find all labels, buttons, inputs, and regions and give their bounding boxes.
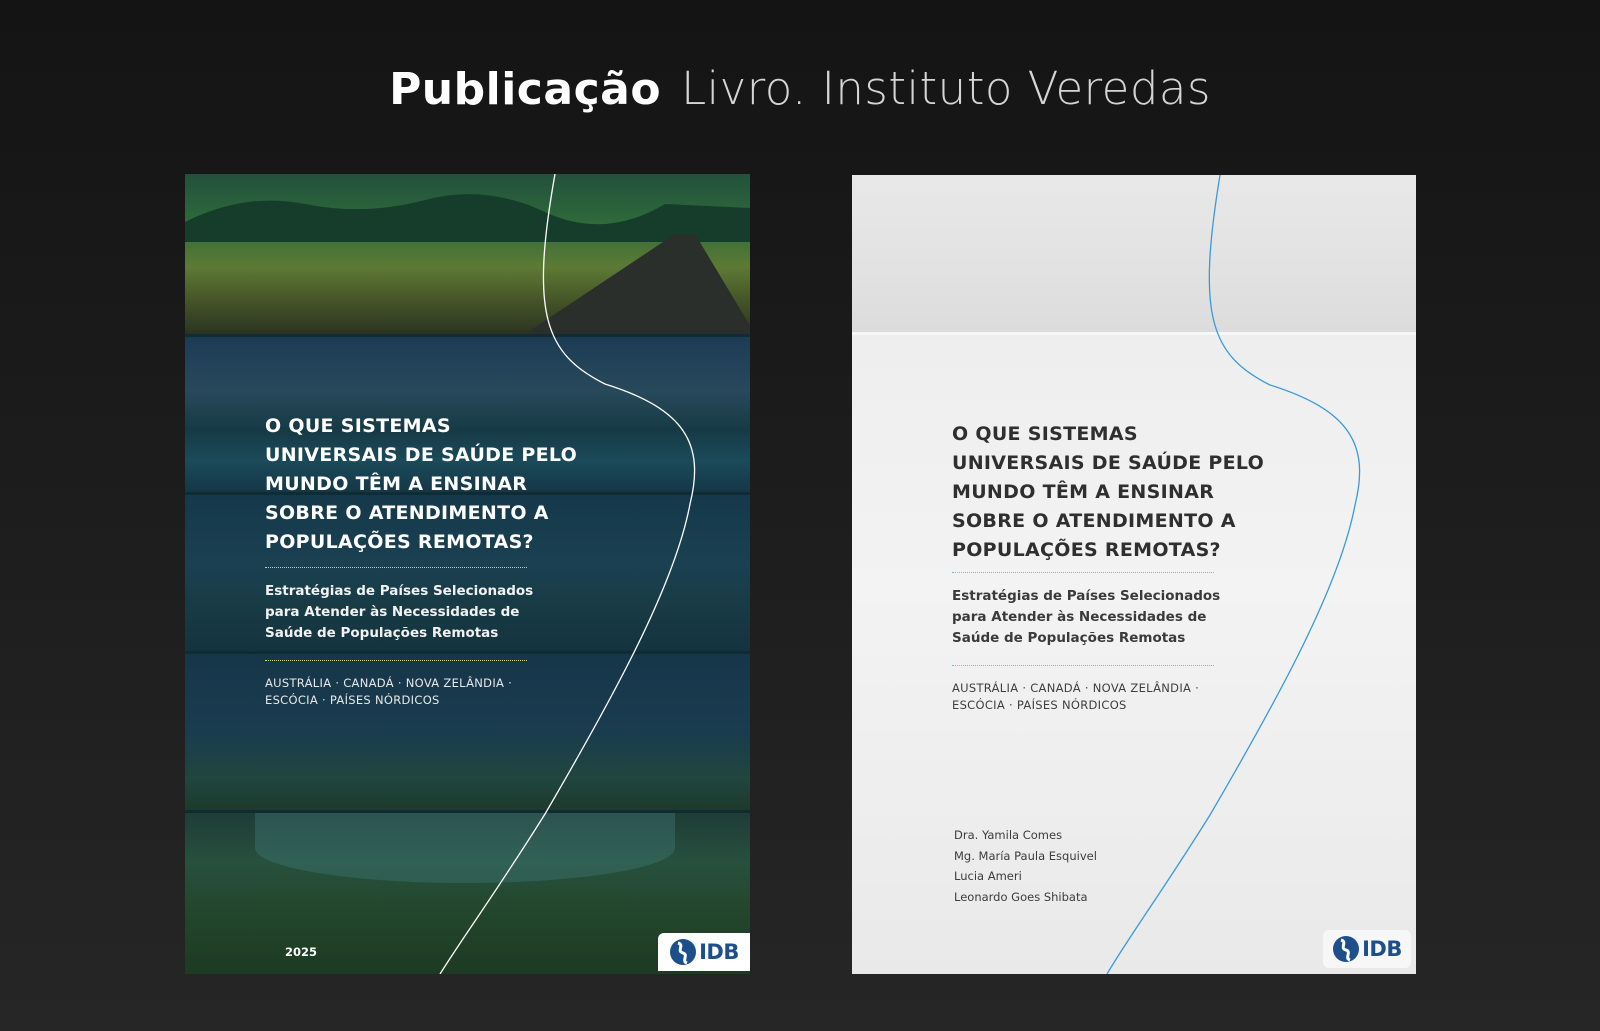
author-name: Mg. María Paula Esquivel: [954, 848, 1097, 863]
countries-line: ESCÓCIA · PAÍSES NÓRDICOS: [265, 693, 440, 707]
cover-title-line: MUNDO TÊM A ENSINAR: [952, 481, 1215, 503]
author-name: Lucia Ameri: [954, 869, 1022, 883]
cover-authors: [954, 825, 1097, 907]
cover-subtitle: [265, 581, 565, 644]
dotted-divider: [265, 660, 527, 661]
dotted-divider: [952, 572, 1214, 573]
idb-logo-text: IDB: [1362, 937, 1402, 961]
cover-title-line: UNIVERSAIS DE SAÚDE PELO: [952, 452, 1265, 474]
subtitle-line: Estratégias de Países Selecionados: [952, 588, 1221, 604]
cover-title-line: POPULAÇÕES REMOTAS?: [952, 539, 1221, 561]
countries-line: AUSTRÁLIA · CANADÁ · NOVA ZELÂNDIA ·: [952, 681, 1200, 695]
cover-title-line: UNIVERSAIS DE SAÚDE PELO: [265, 444, 578, 466]
cover-title-line: MUNDO TÊM A ENSINAR: [265, 473, 528, 495]
idb-logo-text: IDB: [699, 940, 739, 964]
cover-title-line: POPULAÇÕES REMOTAS?: [265, 531, 534, 553]
cover-subtitle: [952, 586, 1252, 649]
idb-logo: [1323, 930, 1411, 968]
cover-title-line: SOBRE O ATENDIMENTO A: [265, 502, 549, 524]
idb-globe-icon: [669, 938, 697, 966]
cover-title-line: O QUE SISTEMAS: [952, 423, 1138, 445]
countries-line: ESCÓCIA · PAÍSES NÓRDICOS: [952, 698, 1127, 712]
header-title-light: Livro. Instituto Veredas: [681, 62, 1211, 115]
idb-logo: [658, 933, 750, 971]
idb-globe-icon: [1332, 935, 1360, 963]
header-title-bold: Publicação: [389, 64, 662, 115]
cover-title: [952, 420, 1292, 565]
subtitle-line: para Atender às Necessidades de: [952, 609, 1207, 625]
author-name: Dra. Yamila Comes: [954, 828, 1063, 842]
dotted-divider: [952, 665, 1214, 666]
cover-countries: [952, 680, 1252, 714]
author-name: Leonardo Goes Shibata: [954, 889, 1088, 904]
page-header: [0, 62, 1600, 115]
book-cover-dark: [185, 174, 750, 974]
cover-curve-line: [852, 175, 1416, 974]
cover-year: 2025: [285, 945, 318, 959]
subtitle-line: Saúde de Populações Remotas: [265, 625, 499, 641]
cover-title: [265, 412, 605, 557]
subtitle-line: para Atender às Necessidades de: [265, 604, 520, 620]
cover-title-line: SOBRE O ATENDIMENTO A: [952, 510, 1236, 532]
countries-line: AUSTRÁLIA · CANADÁ · NOVA ZELÂNDIA ·: [265, 676, 513, 690]
book-cover-light: [852, 175, 1416, 974]
subtitle-line: Estratégias de Países Selecionados: [265, 583, 534, 599]
cover-title-line: O QUE SISTEMAS: [265, 415, 451, 437]
subtitle-line: Saúde de Populações Remotas: [952, 630, 1186, 646]
dotted-divider: [265, 567, 527, 568]
cover-countries: [265, 675, 565, 709]
cover-curve-line: [185, 174, 750, 974]
